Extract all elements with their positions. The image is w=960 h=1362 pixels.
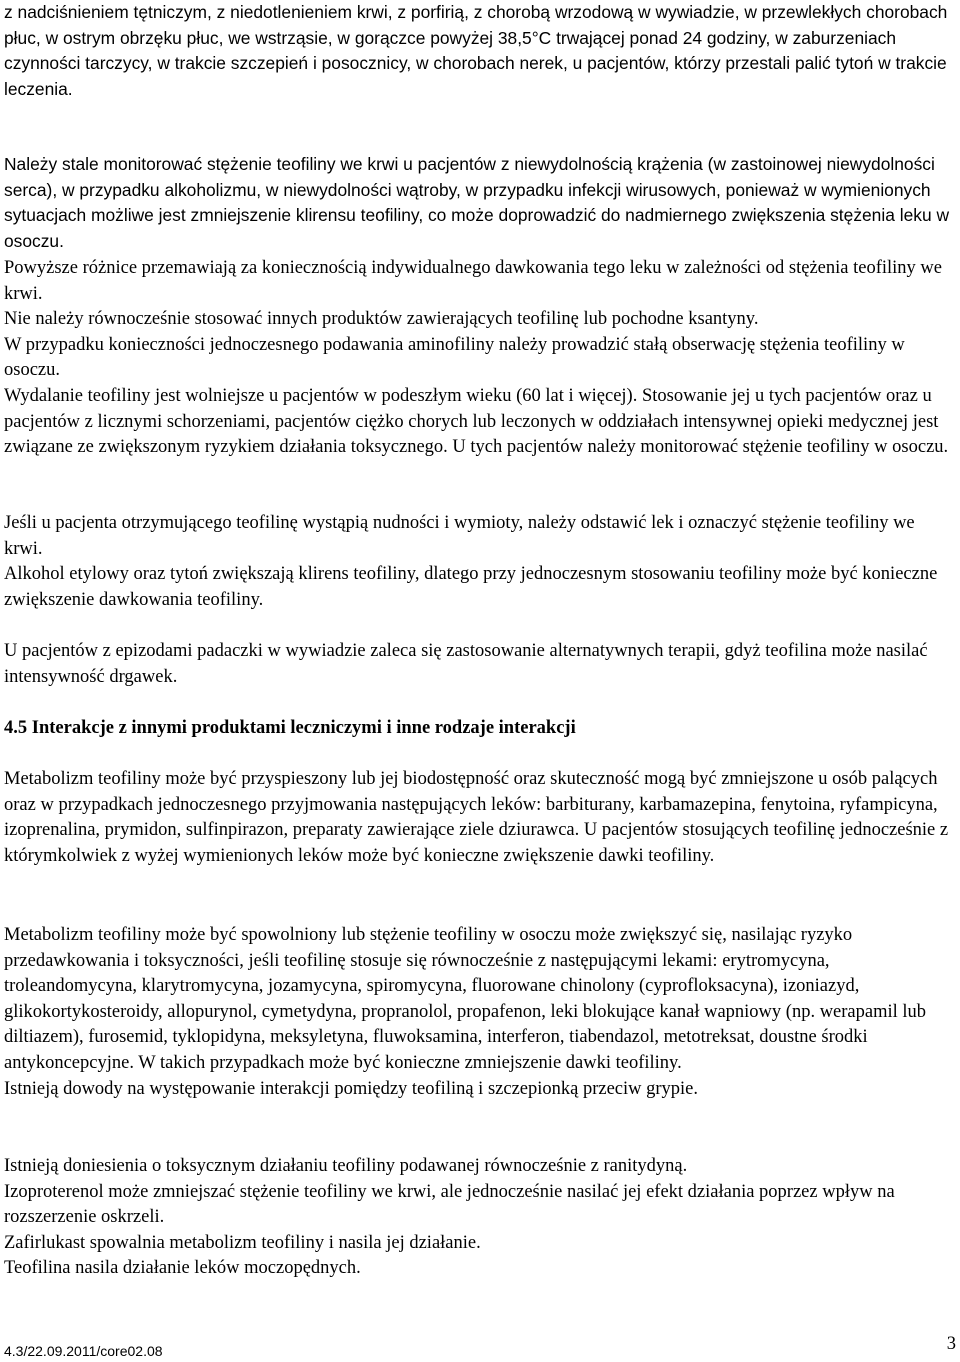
paragraph-line: Istnieją doniesienia o toksycznym działaniu teofiliny podawanej równocześnie z ranitydyną.	[4, 1156, 688, 1176]
paragraph-slowed-metabolism	[4, 923, 954, 1102]
footer-document-code: 4.3/22.09.2011/core02.08	[4, 1343, 163, 1359]
paragraph-line: W przypadku konieczności jednoczesnego podawania aminofiliny należy prowadzić stałą obserwację stężenia teofiliny w osoczu.	[4, 334, 905, 381]
paragraph-line: Zafirlukast spowalnia metabolizm teofiliny i nasila jej działanie.	[4, 1232, 481, 1253]
paragraph-line: Jeśli u pacjenta otrzymującego teofilinę wystąpią nudności i wymioty, należy odstawić lek i oznaczyć stężenie teofiliny we krwi.	[4, 513, 915, 559]
paragraph-accelerated-metabolism	[4, 767, 954, 869]
paragraph-line: Metabolizm teofiliny może być spowolniony lub stężenie teofiliny w osoczu może zwiększyć się, nasilając ryzyko przedawkowania i toksyczności, jeśli teofilinę stosuje się równocześnie z następującymi lekami: erytromycyna, troleandomycyna, klarytromycyna, jozamycyna, spiromycyna, fluorowane chinolony (cyprofloksacyna), izoniazyd, glikokortykosteroidy, allopurynol, cymetydyna, propranolol, propafenon, leki blokujące kanał wapniowy (np. werapamil lub diltiazem), furosemid, tyklopidyna, meksyletyna, fluwoksamina, interferon, tiabendazol, metotreksat, doustne środki antykoncepcyjne. W takich przypadkach może być konieczne zmniejszenie dawki teofiliny.	[4, 925, 927, 1073]
paragraph-line: Powyższe różnice przemawiają za koniecznością indywidualnego dawkowania tego leku w zależności od stężenia teofiliny we krwi.	[4, 258, 942, 304]
paragraph-line: Istnieją dowody na występowanie interakcji pomiędzy teofiliną i szczepionką przeciw grypie.	[4, 1078, 699, 1099]
paragraph-line: Teofilina nasila działanie leków moczopędnych.	[4, 1258, 361, 1279]
paragraph-line: Alkohol etylowy oraz tytoń zwiększają klirens teofiliny, dlatego przy jednoczesnym stosowaniu teofiliny może być konieczne zwiększenie dawkowania teofiliny.	[4, 564, 938, 610]
paragraph-text: Metabolizm teofiliny może być przyspieszony lub jej biodostępność oraz skuteczność mogą być zmniejszone u osób palących oraz w przypadkach jednoczesnego przyjmowania następujących leków: barbiturany, karbamazepina, fenytoina, ryfampicyna, izoprenalina, prymidon, sulfinpirazon, preparaty zawierające ziele dziurawca. U pacjentów stosujących teofilinę jednocześnie z którymkolwiek z wyżej wymienionych leków może być konieczne zwiększenie dawki teofiliny.	[4, 769, 949, 866]
paragraph-text: Należy stale monitorować stężenie teofiliny we krwi u pacjentów z niewydolnością krążenia (w zastoinowej niewydolności serca), w przypadku alkoholizmu, w niewydolności wątroby, w przypadku infekcji wirusowych, ponieważ w wymienionych sytuacjach możliwe jest zmniejszenie klirensu teofiliny, co może doprowadzić do nadmiernego zwiększenia stężenia leku w osoczu.	[4, 154, 950, 251]
paragraph-nausea-alcohol	[4, 511, 954, 613]
paragraph-line: Izoproterenol może zmniejszać stężenie teofiliny we krwi, ale jednocześnie nasilać jej efekt działania poprzez wpływ na rozszerzenie oskrzeli.	[4, 1181, 895, 1228]
footer-page-number: 3	[946, 1334, 956, 1354]
section-heading: 4.5 Interakcje z innymi produktami leczniczymi i inne rodzaje interakcji	[4, 718, 576, 738]
paragraph-monitoring	[4, 152, 954, 254]
paragraph-other-interactions	[4, 1154, 954, 1282]
paragraph-line: Wydalanie teofiliny jest wolniejsze u pacjentów w podeszłym wieku (60 lat i więcej). Stosowanie jej u tych pacjentów oraz u pacjentów z licznymi schorzeniami, pacjentów ciężko chorych lub leczonych w oddziałach intensywnej opieki medycznej jest związane ze zwiększonym ryzykiem działania toksycznego. U tych pacjentów należy monitorować stężenie teofiliny w osoczu.	[4, 385, 949, 458]
paragraph-dosing-group	[4, 256, 954, 461]
paragraph-text: U pacjentów z epizodami padaczki w wywiadzie zaleca się zastosowanie alternatywnych terapii, gdyż teofilina może nasilać intensywność drgawek.	[4, 641, 928, 687]
paragraph-line: Nie należy równocześnie stosować innych produktów zawierających teofilinę lub pochodne ksantyny.	[4, 309, 759, 330]
paragraph-contraindications-cont	[4, 0, 954, 102]
paragraph-text: z nadciśnieniem tętniczym, z niedotlenieniem krwi, z porfirią, z chorobą wrzodową w wywiadzie, w przewlekłych chorobach płuc, w ostrym obrzęku płuc, we wstrząsie, w gorączce powyżej 38,5°C trwającej ponad 24 godziny, w zaburzeniach czynności tarczycy, w trakcie szczepień i posocznicy, w chorobach nerek, u pacjentów, którzy przestali palić tytoń w trakcie leczenia.	[4, 2, 948, 99]
paragraph-epilepsy	[4, 639, 954, 690]
